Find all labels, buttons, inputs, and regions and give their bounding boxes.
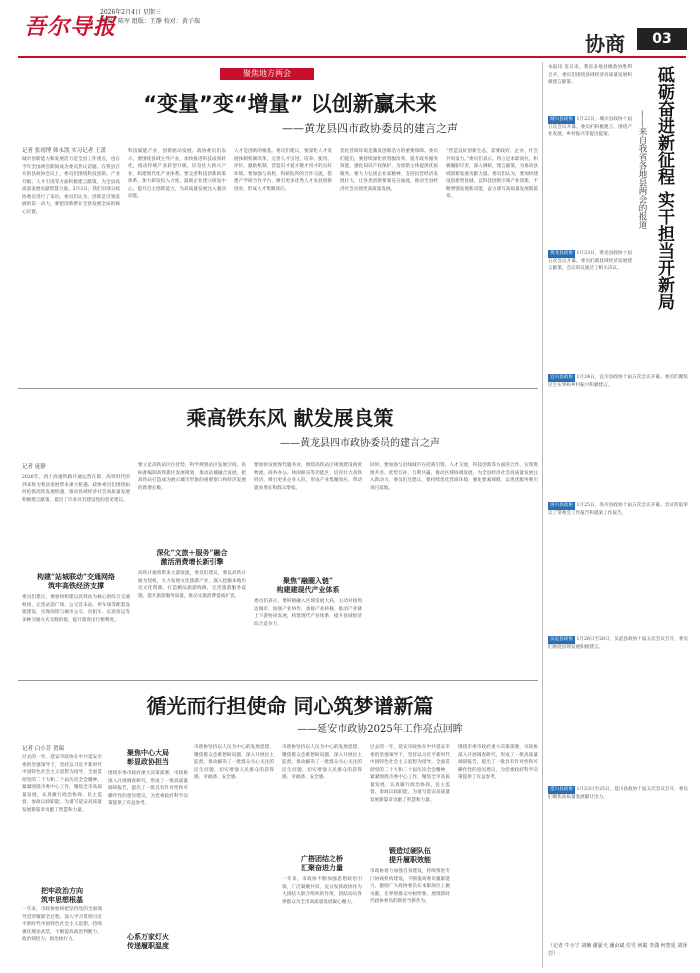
- article2-col3: 要加快发展现代服务业，围绕高铁站区规划建设商贸物流、商务办公、休闲娱乐等功能区，培育壮大高铁经济，吸引更多企业入驻，形成产业集聚效应，带动就业增长和群众增收。: [254, 463, 362, 491]
- article2-col1: 2026年，西十高速铁路开通运营在即，高铁时代的到来将为我县发展带来重大机遇。政协委员们围绕如何抢抓高铁发展机遇，推动县域经济社会高质量发展积极建言献策，提出了许多具有建设性的意见建议。: [22, 475, 130, 503]
- article1-col5: “营造良好创新生态，需要政府、企业、社会共同发力。”委员们表示，将立足本职岗位，积极履职尽责，深入调研，建言献策，为推动县域创新发展贡献力量。委员们认为，要加快建设创新型县城，以科技创新引领产业创新，不断增强发展新动能，奋力谱写高质量发展新篇章。: [446, 149, 538, 199]
- article3-col6: 市政协着力加强自身建设，持续推进专门协商机构建设，不断提高委员履职能力，激励广大政协委员在本职岗位上做贡献、在界别群众中树形象，展现新时代政协委员的新担当新作为。: [370, 869, 450, 904]
- article3-col7-text: 围绕市委市政府重大决策部署，市政协深入开展调查研究，形成了一批高质量调研报告，提出了一批具有针对性和可操作性的意见建议，为党委政府科学决策提供了有益参考。: [458, 745, 538, 780]
- article2-subhead2: 深化“文旅＋服务”融合 激活消费增长新引擎: [156, 548, 228, 566]
- article2-col4: 同时，要加强与沿线城市在招商引资、人才交流、科技创新等方面的合作，实现资源共享、优势互补、互利共赢，推动区域协调发展，为全县经济社会高质量发展注入新动力。委员们还建议，要持续优化营商环境，强化要素保障，以更优服务吸引项目落地。: [370, 463, 538, 491]
- section-title: 协商: [585, 32, 625, 56]
- sidebar-item-5-label: 吴起县政协: [550, 637, 573, 642]
- article1-subheadline: ——黄龙县四市政协委员的建言之声: [282, 122, 458, 135]
- article2-subheadline: ——黄龙县四市政协委员的建言之声: [280, 438, 440, 449]
- article2-byline: 记者 庞静: [22, 464, 46, 470]
- article2-headline: 乘高铁东风 献发展良策: [186, 406, 394, 430]
- sidebar-divider: [542, 62, 543, 968]
- sidebar-item-6-text: 1月23日至25日，延川县政协十届五次会议召开，委员们聚焦高质量发展献计出力。: [548, 787, 688, 800]
- article3-col6a-text: 过去的一年，延安市政协在中共延安市委的坚强领导下，坚持以习近平新时代中国特色社会主义思想为指导，全面贯彻党的二十大和二十届历次全会精神，紧紧围绕市委中心工作，聚焦全市高质量发展，认真履行政治协商、民主监督、参政议政职能，为谱写延安高质量发展新篇章贡献了智慧和力量。: [370, 745, 450, 803]
- article3-col5: 一年来，市政协不断加强思想政治引领，广泛凝聚共识，充分发挥政协作为大团结大联合组织的作用，团结动员各界群众为全市高质量发展凝心聚力。: [282, 877, 362, 905]
- sidebar-item-1-label: 城川县政协: [550, 117, 573, 122]
- article1-col3: 人才是创新的根基。委员们建议，要深化人才发展体制机制改革，完善人才引进、培养、使用、评价、激励机制，营造识才爱才敬才用才的良好环境。要加强与高校、科研院所的合作交流，搭建产学研合作平台，吸引更多优秀人才来县创新创业，形成人才集聚效应。: [234, 149, 332, 192]
- article3-subhead5: 锻造过硬队伍 提升履职效能: [389, 846, 431, 864]
- article1-col2: 科技赋能产业，创新驱动发展。政协委员们表示，要围绕县域主导产业，加快推进科技成果转化，推动传统产业转型升级，培育壮大新兴产业，构建现代化产业体系。要完善科技创新政策体系，加大研发投入力度，鼓励企业建立研发中心，提升自主创新能力，为高质量发展注入强劲动能。: [128, 149, 226, 199]
- article3-col3: 围绕市委市政府重大决策部署，市政协深入开展调查研究，形成了一批高质量调研报告，提出了一批具有针对性和可操作性的意见建议，为党委政府科学决策提供了有益参考。: [108, 771, 188, 806]
- article3-subhead4: 广搭团结之桥 汇聚奋进力量: [301, 854, 343, 872]
- article2-subhead1: 构建“站城联动”交通网络 筑牢高铁经济支撑: [36, 572, 116, 590]
- article3-subhead3: 心系万家灯火 传递履职温度: [127, 932, 169, 950]
- article3-byline: 记者 白小芳 贺瑞: [22, 746, 64, 752]
- sidebar-item-6-label: 延川县政协: [550, 787, 573, 792]
- article1-byline: 记者 张靖博 韩永凯 实习记者 王蔷: [22, 148, 106, 154]
- date-line: [100, 8, 200, 26]
- article1-headline: “变量”变“增量” 以创新赢未来: [143, 92, 437, 116]
- article2-col3b: 委员们表示，要积极融入区域发展大局，主动对接周边城市，加强产业协作，承接产业转移，推动产业链上下游协同发展，构建现代产业体系，提升县域经济综合竞争力。: [254, 599, 362, 627]
- article2-col2b: 高铁开通将带来大量客流，委员们建议，要以高铁开通为契机，大力发展文化旅游产业，深入挖掘本地历史文化资源，打造精品旅游线路，完善旅游服务设施，提升旅游服务质量，推动文旅消费提质扩容。: [138, 571, 246, 599]
- article3-col4: 市政协坚持以人民为中心的发展思想，聚焦群众急难愁盼问题，深入开展民主监督，推动解决了一批群众关心关注的民生问题，切实增强人民群众的获得感、幸福感、安全感。: [194, 745, 274, 780]
- page-number: 03: [637, 28, 687, 50]
- article3-subheadline: ——延安市政协2025年工作亮点回眸: [297, 724, 463, 735]
- article3-col6a: [370, 744, 450, 844]
- sidebar-subheadline: ——来自我省各地县两会的报道: [637, 110, 647, 229]
- sidebar-item-2-text: 1月23日，黄龙县政协十届五次会议开幕。委员们就县域经济发展建言献策，会议审议通过了相关决议。: [548, 251, 632, 271]
- masthead-divider: [18, 56, 686, 58]
- sidebar-item-2: [548, 250, 632, 370]
- sidebar-item-5: [548, 636, 688, 782]
- sidebar-item-4-text: 1月25日，洛川县政协十届五次会议开幕。会议听取审议了常委会工作报告和提案工作报告。: [548, 503, 688, 516]
- sidebar-item-2-label: 黄龙县政协: [550, 251, 573, 256]
- sidebar-item-1-text: 1月22日，城川县政协十届五次会议开幕。委员们积极建言，围绕产业发展、乡村振兴等提出提案。: [548, 117, 632, 137]
- newspaper-logo: 吾尔导报: [24, 14, 117, 40]
- article2-col1b: 委员们建议，要加快构建以高铁站为核心的综合交通枢纽，完善站前广场、公交首末站、停车场等配套设施建设，实现高铁与城市公交、出租车、长途客运等多种交通方式无缝衔接，提升旅客出行便利度。: [22, 595, 130, 623]
- article2-divider: [18, 680, 538, 681]
- editor-line: 责编：陈军 组版：王静 校对：黄子瑞: [100, 18, 200, 25]
- sidebar-item-6: [548, 786, 688, 936]
- sidebar-item-1: [548, 116, 632, 246]
- article3-col2: 一年来，市政协始终把坚持党的全面领导贯穿履职全过程，深入学习贯彻习近平新时代中国特色社会主义思想，持续强化理论武装，不断提高政治判断力、政治领悟力、政治执行力。: [22, 907, 102, 942]
- sidebar-reporters: （记者 牛小宁 刘楠 谢晏天 潘贞斌 任雪 何聪 李潇 何智星 刘泽岩）: [548, 943, 688, 957]
- article3-subhead2: 聚焦中心大局 彰显政协担当: [127, 748, 169, 766]
- article2-col2: 要立足高铁站区位优势，科学规划站区发展空间，高标准编制高铁新区发展规划，推动站城融合发展，把高铁站打造成为展示城市形象的重要窗口和经济发展的新增长极。: [138, 463, 246, 491]
- article1-kicker: 聚焦地方两会: [220, 68, 314, 80]
- article1-col4: 优化营商环境是激发创新活力的重要保障。委员们提出，要持续深化放管服改革，提升政务服务效能，强化知识产权保护，为创新主体提供优质服务。要大力弘扬企业家精神，支持民营经济发展壮大，让各类创新要素充分涌流，推动全县经济社会实现更高质量发展。: [340, 149, 438, 192]
- article3-headline: 循光而行担使命 同心筑梦谱新篇: [146, 694, 434, 718]
- issue-date: 2026年2月4日 星期三: [100, 9, 161, 16]
- sidebar-item-4: [548, 502, 688, 632]
- sidebar-item-3-label: 宜川县政协: [550, 375, 573, 380]
- article3-col5a: [282, 744, 362, 852]
- sidebar-item-3: [548, 374, 688, 498]
- article1-divider: [18, 388, 538, 389]
- sidebar-item-4-label: 洛川县政协: [550, 503, 573, 508]
- article3-col1: 过去的一年，延安市政协在中共延安市委的坚强领导下，坚持以习近平新时代中国特色社会主义思想为指导，全面贯彻党的二十大和二十届历次全会精神，紧紧围绕市委中心工作，聚焦全市高质量发展，认真履行政治协商、民主监督、参政议政职能，为谱写延安高质量发展新篇章贡献了智慧和力量。: [22, 755, 102, 813]
- sidebar-item-3-text: 1月24日，宜川县政协十届五次会议开幕。委员们聚焦民生实事和乡村振兴积极建言。: [548, 375, 688, 388]
- article3-col5a-text: 市政协坚持以人民为中心的发展思想，聚焦群众急难愁盼问题，深入开展民主监督，推动解决了一批群众关心关注的民生问题，切实增强人民群众的获得感、幸福感、安全感。: [282, 745, 362, 780]
- sidebar-item-5-text: 1月26日至28日，吴起县政协十届五次会议召开，委员们围绕县域发展积极建言。: [548, 637, 688, 650]
- article3-col7: [458, 744, 538, 966]
- article2-subhead3: 聚焦“融圈入链” 构建建现代产业体系: [276, 576, 340, 594]
- article3-subhead1: 把牢政治方向 筑牢思想根基: [41, 886, 83, 904]
- sidebar-lead: 本报讯 连日来，我省多地县级政协胜利召开，委员们围绕县域经济高质量发展积极建言献策。: [548, 65, 632, 85]
- masthead: [0, 0, 700, 56]
- article1-col1: 城市创新能力和发展活力是全县工作重点，也在今年全国两会期间成为委员热议话题。在我县召开的县政协会议上，委员们围绕科技创新、产业升级、人才引进等方面积极建言献策，为全县高质量发展贡献智慧力量。2月3日，我们对部分政协委员进行了采访。委员们认为，创新是引领发展的第一动力，要把创新摆在全县发展全局的核心位置。: [22, 157, 120, 215]
- sidebar-headline: 砥砺奋进新征程 实干担当开新局: [654, 66, 674, 310]
